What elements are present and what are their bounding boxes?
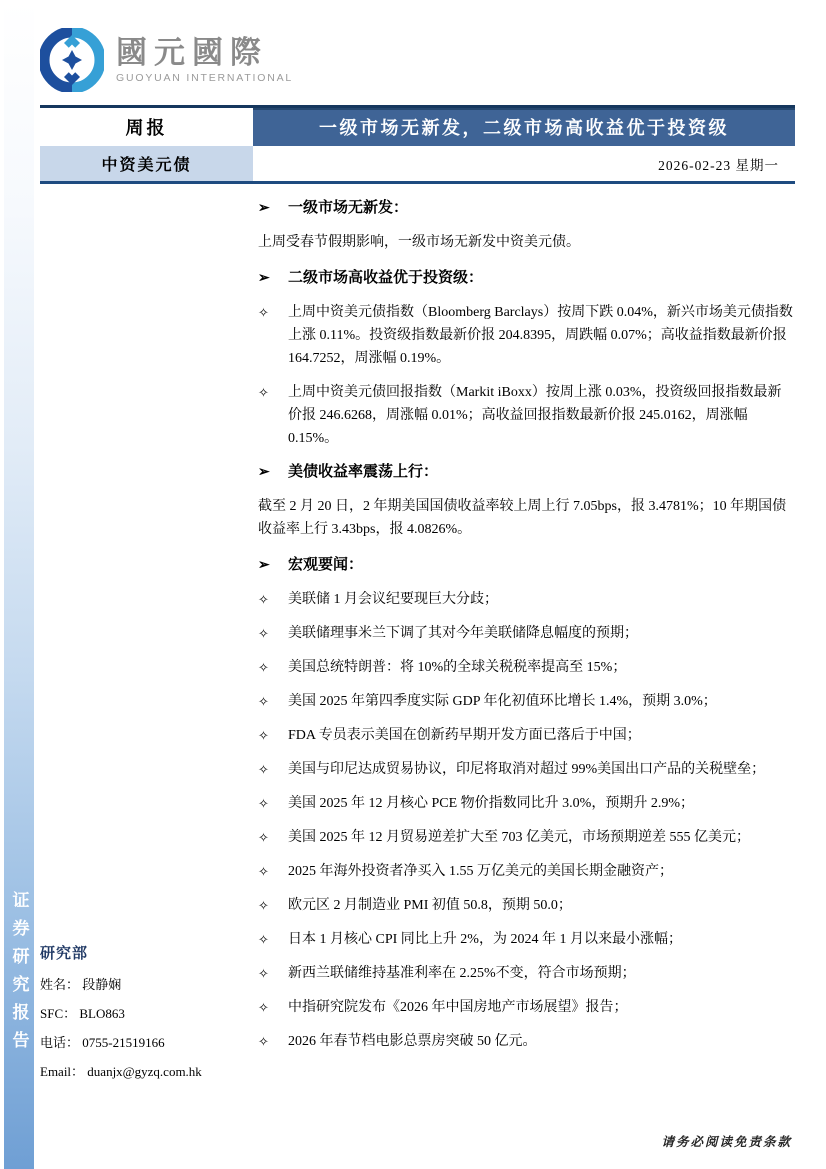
- item-text: 美国 2025 年 12 月贸易逆差扩大至 703 亿美元，市场预期逆差 555 亿美元；: [288, 830, 750, 845]
- bullet-item: [258, 381, 795, 450]
- logo-english-name: GUOYUAN INTERNATIONAL: [116, 72, 294, 84]
- item-text: 欧元区 2 月制造业 PMI 初值 50.8，预期 50.0；: [288, 898, 572, 913]
- item-text: 新西兰联储维持基准利率在 2.25%不变，符合市场预期；: [288, 966, 636, 981]
- diamond-bullet-icon: ✧: [258, 898, 269, 913]
- diamond-bullet-icon: ✧: [258, 830, 269, 845]
- arrow-bullet-icon: ➢: [258, 465, 270, 480]
- item-text: 截至 2 月 20 日，2 年期美国国债收益率较上周上行 7.05bps，报 3.4781%；10 年期国债收益率上行 3.43bps，报 4.0826%。: [258, 499, 787, 537]
- diamond-bullet-icon: ✧: [258, 864, 269, 879]
- contact-row: Email： duanjx@gyzq.com.hk: [40, 1064, 202, 1079]
- sidebar-vertical-label: 证券研究报告: [9, 891, 29, 1059]
- item-text: 一级市场无新发：: [288, 200, 409, 216]
- bullet-item: [258, 962, 795, 985]
- contact-row: 姓名： 段静娴: [40, 977, 122, 992]
- bullet-item: [258, 588, 795, 611]
- category-cell: [40, 146, 253, 181]
- diamond-bullet-icon: ✧: [258, 728, 269, 743]
- bullet-item: [258, 792, 795, 815]
- contact-row: 电话： 0755-21519166: [40, 1035, 165, 1050]
- item-text: 2026 年春节档电影总票房突破 50 亿元。: [288, 1034, 537, 1049]
- bullet-item: [258, 690, 795, 713]
- headline-banner: [253, 108, 795, 146]
- diamond-bullet-icon: ✧: [258, 694, 269, 709]
- item-text: 上周受春节假期影响，一级市场无新发中资美元债。: [258, 235, 580, 250]
- bullet-item: [258, 826, 795, 849]
- bullet-item: [258, 928, 795, 951]
- bullet-item: [258, 894, 795, 917]
- item-text: 中指研究院发布《2026 年中国房地产市场展望》报告；: [288, 1000, 628, 1015]
- item-text: 美联储 1 月会议纪要现巨大分歧；: [288, 592, 498, 607]
- section-heading: [258, 267, 795, 290]
- bullet-item: [258, 724, 795, 747]
- diamond-bullet-icon: ✧: [258, 796, 269, 811]
- item-text: 美联储理事米兰下调了其对今年美联储降息幅度的预期；: [288, 626, 638, 641]
- contact-row: SFC： BLO863: [40, 1006, 125, 1021]
- item-text: 日本 1 月核心 CPI 同比上升 2%，为 2024 年 1 月以来最小涨幅；: [288, 932, 682, 947]
- date-cell: [253, 146, 795, 181]
- arrow-bullet-icon: ➢: [258, 271, 270, 286]
- bullet-item: [258, 301, 795, 370]
- diamond-bullet-icon: ✧: [258, 1034, 269, 1049]
- bullet-item: [258, 622, 795, 645]
- item-text: 美国 2025 年 12 月核心 PCE 物价指数同比升 3.0%，预期升 2.9%；: [288, 796, 694, 811]
- section-heading: [258, 554, 795, 577]
- header-title-row: [40, 108, 795, 146]
- item-text: 2025 年海外投资者净买入 1.55 万亿美元的美国长期金融资产；: [288, 864, 673, 879]
- paragraph: [258, 495, 795, 541]
- arrow-bullet-icon: ➢: [258, 201, 270, 216]
- bullet-item: [258, 656, 795, 679]
- logo-wordmark: [116, 36, 293, 84]
- item-text: 美国 2025 年第四季度实际 GDP 年化初值环比增长 1.4%，预期 3.0%；: [288, 694, 717, 709]
- item-text: 上周中资美元债指数（Bloomberg Barclays）按周下跌 0.04%，新兴市场美元债指数上涨 0.11%。投资级指数最新价报 204.8395，周跌幅 0.07%；高收益指数最新价报 164.7252，周涨幅 0.19%。: [288, 305, 793, 366]
- bullet-item: [258, 1030, 795, 1053]
- report-body: [258, 197, 795, 1053]
- company-logo: [40, 24, 795, 96]
- diamond-bullet-icon: ✧: [258, 305, 269, 320]
- item-text: 美债收益率震荡上行：: [288, 464, 439, 480]
- logo-chinese-name: 國元國際: [116, 35, 268, 70]
- item-text: 二级市场高收益优于投资级：: [288, 270, 484, 286]
- diamond-bullet-icon: ✧: [258, 932, 269, 947]
- category-label: 中资美元债: [101, 157, 192, 174]
- header-category-row: [40, 146, 795, 181]
- contact-block: [40, 942, 245, 1090]
- guoyuan-logo-icon: [40, 28, 104, 92]
- diamond-bullet-icon: ✧: [258, 385, 269, 400]
- diamond-bullet-icon: ✧: [258, 966, 269, 981]
- report-date: 2026-02-23 星期一: [658, 157, 779, 173]
- report-header-band: [40, 105, 795, 184]
- page-content: [40, 0, 795, 1064]
- arrow-bullet-icon: ➢: [258, 558, 270, 573]
- item-text: 上周中资美元债回报指数（Markit iBoxx）按周上涨 0.03%，投资级回报指数最新价报 246.6268，周涨幅 0.01%；高收益回报指数最新价报 245.0162，周涨幅 0.15%。: [288, 385, 782, 446]
- bullet-item: [258, 758, 795, 781]
- item-text: 宏观要闻：: [288, 557, 364, 573]
- report-type-label: 周报: [125, 118, 168, 138]
- section-heading: [258, 197, 795, 220]
- bullet-item: [258, 860, 795, 883]
- report-type-cell: [40, 108, 253, 146]
- diamond-bullet-icon: ✧: [258, 626, 269, 641]
- diamond-bullet-icon: ✧: [258, 592, 269, 607]
- section-heading: [258, 461, 795, 484]
- department-title: 研究部: [40, 946, 89, 962]
- item-text: FDA 专员表示美国在创新药早期开发方面已落后于中国；: [288, 728, 641, 743]
- disclaimer-note: 请务必阅读免责条款: [661, 1135, 792, 1149]
- paragraph: [258, 231, 795, 254]
- item-text: 美国与印尼达成贸易协议，印尼将取消对超过 99%美国出口产品的关税壁垒；: [288, 762, 766, 777]
- bullet-item: [258, 996, 795, 1019]
- diamond-bullet-icon: ✧: [258, 660, 269, 675]
- diamond-bullet-icon: ✧: [258, 762, 269, 777]
- diamond-bullet-icon: ✧: [258, 1000, 269, 1015]
- item-text: 美国总统特朗普：将 10%的全球关税税率提高至 15%；: [288, 660, 627, 675]
- vertical-sidebar: [4, 0, 34, 1169]
- headline-title: 一级市场无新发，二级市场高收益优于投资级: [319, 118, 729, 138]
